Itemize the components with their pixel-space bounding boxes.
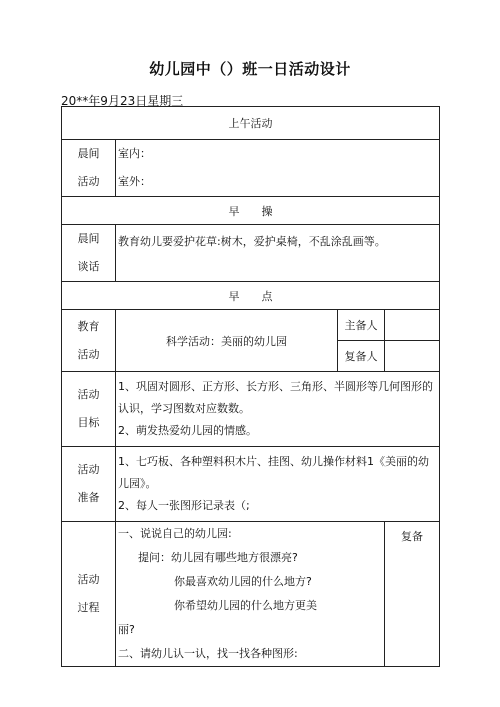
process-label: 活动 过程 — [62, 522, 116, 667]
prep-2: 2、每人一张图形记录表（; — [118, 499, 250, 512]
page-title: 幼儿园中（）班一日活动设计 — [149, 60, 351, 78]
date-year-char: 年 — [88, 94, 101, 108]
morning-header-row — [62, 107, 440, 140]
process-row — [62, 522, 440, 667]
prep-content — [116, 447, 440, 522]
goals-content — [116, 372, 440, 447]
process-question-3-cont: 丽? — [118, 623, 135, 636]
goal-1: 1、巩固对圆形、正方形、长方形、三角形、半圆形等几何图形的认识，学习图数对应数数。 — [118, 380, 433, 415]
goals-row — [62, 372, 440, 447]
lead-preparer-label: 主备人 — [338, 310, 385, 341]
activity-plan-table — [61, 106, 440, 667]
backup-preparer-value — [385, 341, 440, 372]
exercise-header: 早 操 — [62, 197, 440, 225]
date-day-char: 日 — [135, 94, 148, 108]
exercise-row — [62, 197, 440, 225]
lead-preparer-value — [385, 310, 440, 341]
process-question-1: 提问：幼儿园有哪些地方很漂亮? — [138, 551, 298, 564]
goals-label: 活动 目标 — [62, 372, 116, 447]
date-year: 20** — [61, 94, 89, 108]
snack-header: 早 点 — [62, 282, 440, 310]
process-question-3: 你希望幼儿园的什么地方更美 — [174, 599, 317, 612]
morning-activity-label: 晨间 活动 — [62, 140, 116, 197]
process-step-2: 二、请幼儿认一认，找一找各种图形: — [118, 647, 298, 660]
prep-label: 活动 准备 — [62, 447, 116, 522]
morning-header: 上午活动 — [62, 107, 440, 140]
snack-row — [62, 282, 440, 310]
outdoor-text: 室外： — [118, 175, 151, 188]
process-question-2: 你最喜欢幼儿园的什么地方? — [174, 575, 312, 588]
morning-talk-content: 教育幼儿要爱护花草:树木，爱护桌椅，不乱涂乱画等。 — [116, 225, 440, 282]
morning-talk-row — [62, 225, 440, 282]
prep-row — [62, 447, 440, 522]
date-weekday-prefix: 星期 — [147, 94, 172, 108]
education-row-1 — [62, 310, 440, 341]
process-step-1: 一、说说自己的幼儿园: — [118, 527, 232, 540]
morning-activity-content — [116, 140, 440, 197]
education-activity-title: 科学活动：美丽的幼儿园 — [116, 310, 338, 372]
morning-activity-row — [62, 140, 440, 197]
goal-2: 2、萌发热爱幼儿园的情感。 — [118, 424, 257, 437]
education-label: 教育 活动 — [62, 310, 116, 372]
date-weekday: 三 — [171, 94, 184, 108]
date-month: 9 — [100, 94, 108, 108]
revision-notes-cell: 复备 — [385, 522, 440, 667]
indoor-text: 室内： — [118, 147, 151, 160]
backup-preparer-label: 复备人 — [338, 341, 385, 372]
process-content — [116, 522, 385, 667]
prep-1: 1、七巧板、各种塑料积木片、挂图、幼儿操作材料1《美丽的幼儿园》。 — [118, 455, 429, 490]
date-day: 23 — [119, 94, 136, 108]
morning-talk-label: 晨间 谈话 — [62, 225, 116, 282]
date-month-char: 月 — [107, 94, 120, 108]
